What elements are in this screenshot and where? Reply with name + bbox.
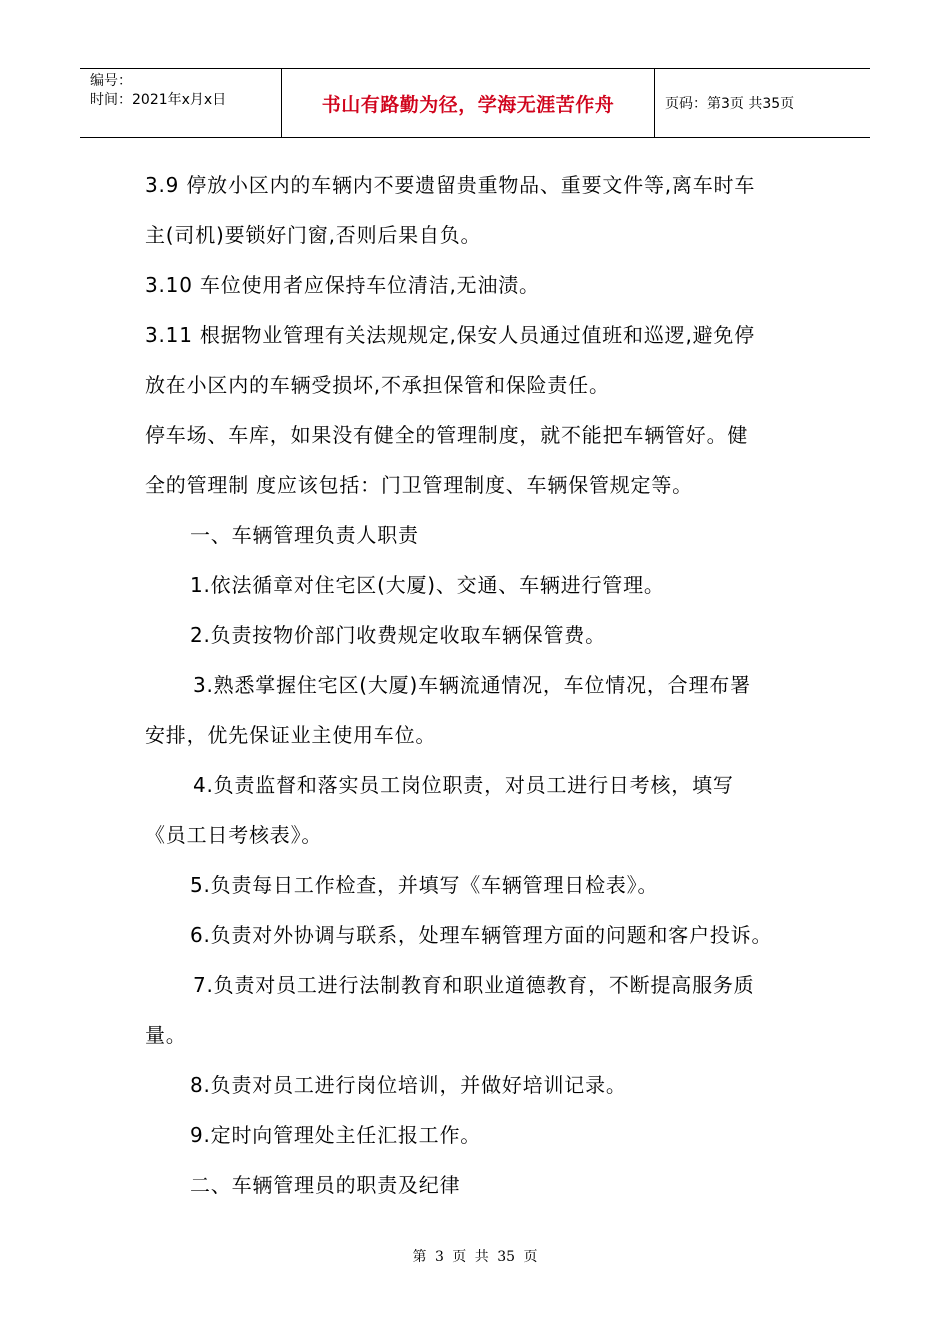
- list-item: 3.熟悉掌握住宅区(大厦)车辆流通情况，车位情况，合理布署: [193, 673, 751, 697]
- header-motto: 书山有路勤为径，学海无涯苦作舟: [282, 69, 655, 137]
- paragraph-line: 《员工日考核表》。: [145, 823, 323, 847]
- header-meta: [80, 69, 282, 137]
- page-footer: 第 3 页 共 35 页: [412, 1249, 538, 1265]
- paragraph-line: 主(司机)要锁好门窗,否则后果自负。: [145, 223, 482, 247]
- section-heading: 二、车辆管理员的职责及纪律: [190, 1173, 461, 1197]
- paragraph-line: 放在小区内的车辆受损坏,不承担保管和保险责任。: [145, 373, 610, 397]
- document-body: [145, 160, 810, 1210]
- paragraph-line: 3.11 根据物业管理有关法规规定,保安人员通过值班和巡逻,避免停: [145, 323, 756, 347]
- list-item: 7.负责对员工进行法制教育和职业道德教育，不断提高服务质: [193, 973, 755, 997]
- document-header: [80, 68, 870, 138]
- time-label: 时间：2021年x月x日: [90, 92, 227, 108]
- list-item: 5.负责每日工作检查，并填写《车辆管理日检表》。: [190, 873, 659, 897]
- paragraph-line: 全的管理制 度应该包括：门卫管理制度、车辆保管规定等。: [145, 473, 693, 497]
- number-label: 编号：: [90, 73, 132, 89]
- paragraph-line: 3.10 车位使用者应保持车位清洁,无油渍。: [145, 273, 540, 297]
- header-page-info: 页码：第3页 共35页: [665, 96, 795, 112]
- list-item: 1.依法循章对住宅区(大厦)、交通、车辆进行管理。: [190, 573, 665, 597]
- section-heading: 一、车辆管理负责人职责: [190, 523, 419, 547]
- list-item: 4.负责监督和落实员工岗位职责，对员工进行日考核，填写: [193, 773, 734, 797]
- paragraph-line: 停车场、车库，如果没有健全的管理制度，就不能把车辆管好。健: [145, 423, 749, 447]
- list-item: 8.负责对员工进行岗位培训，并做好培训记录。: [190, 1073, 627, 1097]
- list-item: 9.定时向管理处主任汇报工作。: [190, 1123, 482, 1147]
- list-item: 6.负责对外协调与联系，处理车辆管理方面的问题和客户投诉。: [190, 923, 773, 947]
- paragraph-line: 量。: [145, 1023, 187, 1047]
- paragraph-line: 安排，优先保证业主使用车位。: [145, 723, 437, 747]
- paragraph-line: 3.9 停放小区内的车辆内不要遗留贵重物品、重要文件等,离车时车: [145, 173, 756, 197]
- list-item: 2.负责按物价部门收费规定收取车辆保管费。: [190, 623, 606, 647]
